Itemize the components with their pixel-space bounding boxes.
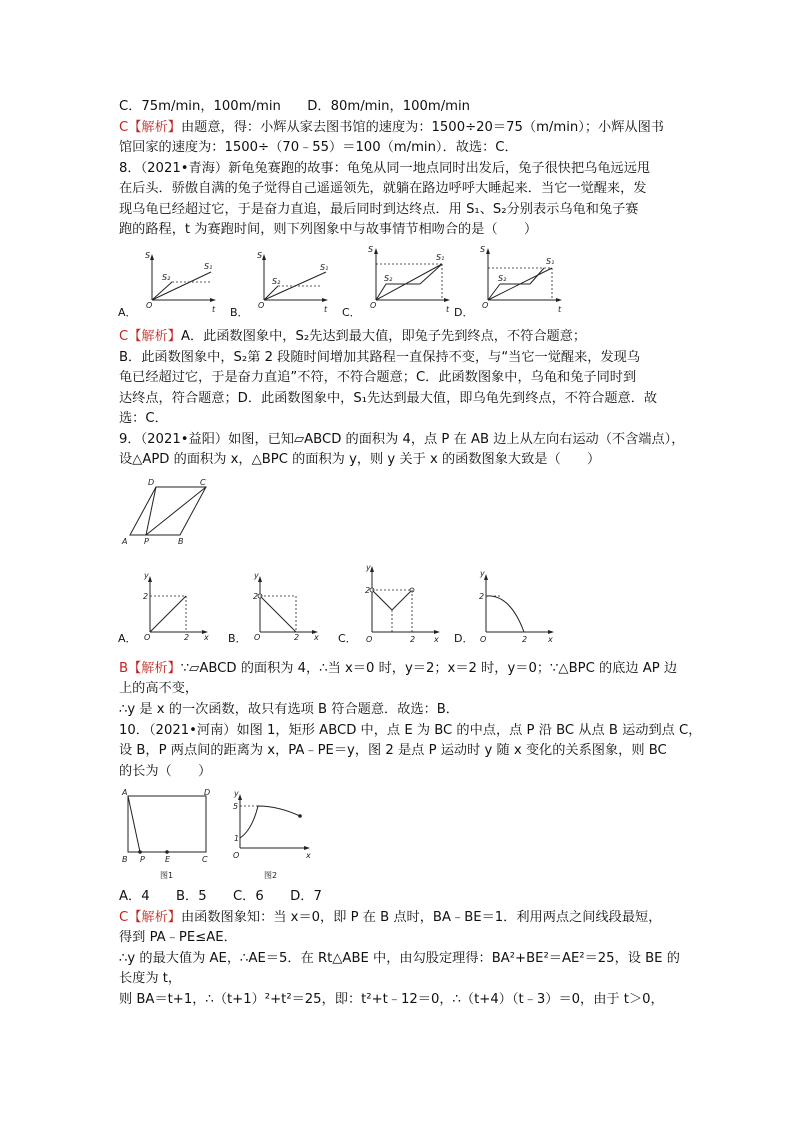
origin-label: O (258, 301, 265, 310)
point-p-label: P (144, 537, 149, 546)
axis-s-label: S (368, 245, 374, 254)
q10-stem-line-3: 的长为（ ） (119, 764, 212, 779)
point-b-label: B (122, 855, 128, 864)
arrow-icon (548, 630, 554, 634)
q8-stem-line-2: 在后头．骄傲自满的兔子觉得自己遥遥领先，就躺在路边呼呼大睡起来．当它一觉醒来，发 (119, 181, 647, 196)
tick-y-2: 2 (365, 586, 371, 595)
point-a-label: A (122, 788, 128, 797)
s2-label: S₂ (162, 273, 171, 282)
arrow-icon (150, 254, 154, 260)
arrow-icon (262, 254, 266, 260)
analysis-text: 由题意，得：小辉从家去图书馆的速度为：1500÷20＝75（m/min）；小辉从图书 (180, 120, 664, 135)
s2-chase (530, 268, 544, 284)
tick-y-2: 2 (143, 592, 149, 601)
q9-analysis-line-1 (119, 660, 677, 678)
tick-y-5: 5 (233, 802, 239, 811)
s1-label: S₁ (546, 257, 555, 266)
axis-s-label: S (145, 251, 151, 260)
point-e (165, 850, 169, 854)
point-p-label: P (140, 855, 145, 864)
arrow-icon (374, 248, 378, 254)
q8-analysis-line-2: B．此函数图象中，S₂第 2 段随时间增加其路程一直保持不变，与“当它一觉醒来，发现乌 (119, 350, 641, 365)
parallelogram-abcd (130, 487, 206, 535)
tick-x-2: 2 (522, 635, 528, 644)
q10-options: A．4 B．5 C．6 D．7 (119, 889, 322, 904)
s2-line (152, 282, 172, 300)
axis-x-label: x (306, 851, 311, 860)
q9-stem-line-2: 设△APD 的面积为 x，△BPC 的面积为 y，则 y 关于 x 的函数图象大致是（ ） (119, 452, 601, 467)
axis-y-label: y (144, 571, 149, 580)
graph-line (372, 590, 392, 610)
tick-y-2: 2 (253, 592, 259, 601)
tick-y-2: 2 (479, 592, 485, 601)
q10-stem-line-1: 10．（2021•河南）如图 1，矩形 ABCD 中，点 E 为 BC 的中点，点 P 沿 BC 从点 B 运动到点 C， (119, 723, 702, 738)
answer-tag: C【解析】 (119, 120, 181, 135)
q9-graph-b (228, 571, 319, 645)
q8-stem-line-3: 现乌龟已经超过它，于是奋力直追，最后同时到达终点．用 S₁、S₂分别表示乌龟和兔子赛 (119, 202, 639, 217)
point-b-label: B (178, 537, 184, 546)
arrow-icon (486, 248, 490, 254)
arrow-icon (434, 630, 440, 634)
axis-s-label: S (257, 251, 263, 260)
option-label: C． (338, 632, 357, 645)
origin-label: O (482, 301, 489, 310)
q9-option-graphs (116, 562, 566, 646)
origin-label: O (233, 851, 240, 860)
arrow-icon (556, 298, 562, 302)
q9-analysis-line-2: 上的高不变， (119, 681, 199, 696)
q10-analysis-line-5: 则 BA＝t+1，∴（t+1）²+t²＝25，即：t²+t﹣12＝0，∴（t+4）（t﹣3）＝0，由于 t＞0， (119, 992, 664, 1007)
option-label: D． (454, 306, 474, 319)
axis-t-label: t (558, 305, 562, 314)
q7-options-cd: C．75m/min，100m/min D．80m/min，100m/min (119, 99, 471, 114)
origin-label: O (480, 635, 487, 644)
q10-figures (118, 786, 318, 882)
q8-analysis-line-3: 龟已经超过它，于是奋力直追”不符，不符合题意；C．此函数图象中，乌龟和兔子同时到 (119, 370, 637, 385)
figure-2-caption: 图2 (264, 871, 278, 880)
option-label: B． (228, 632, 247, 645)
tick-x-2: 2 (410, 635, 416, 644)
q10-figure-1-rectangle (121, 788, 210, 880)
axis-y-label: y (254, 571, 259, 580)
point-d-label: D (148, 478, 155, 487)
q8-graph-d (454, 245, 562, 319)
q9-analysis-line-3: ∴y 是 x 的一次函数，故只有选项 B 符合题意．故选：B． (119, 702, 459, 717)
option-label: A． (118, 632, 137, 645)
q9-graph-d (454, 569, 554, 645)
option-label: C． (342, 306, 361, 319)
axis-y-label: y (234, 789, 239, 798)
s2-label: S₂ (498, 274, 507, 283)
axis-y-label: y (366, 563, 371, 572)
q8-graph-b (230, 251, 328, 319)
answer-tag: B【解析】 (119, 661, 181, 676)
q8-option-graphs (116, 244, 566, 324)
s2-label: S₂ (272, 277, 281, 286)
axis-t-label: t (446, 305, 450, 314)
s1-line (152, 272, 211, 300)
q8-analysis-line-5: 选：C． (119, 411, 168, 426)
origin-label: O (370, 301, 377, 310)
point-a-label: A (122, 537, 128, 546)
origin-label: O (366, 635, 373, 644)
q7-analysis-line-2: 馆回家的速度为：1500÷（70﹣55）＝100（m/min）．故选：C． (119, 140, 518, 155)
s2-line (488, 284, 500, 300)
analysis-text: ∵▱ABCD 的面积为 4，∴当 x＝0 时，y＝2；x＝2 时，y＝0；∵△BPC 的底边 AP 边 (180, 661, 678, 676)
q9-graph-a (118, 571, 209, 645)
origin-label: O (254, 633, 261, 642)
tick-x-2: 2 (184, 633, 190, 642)
q10-analysis-line-1 (119, 909, 661, 927)
option-label: B． (230, 306, 249, 319)
axis-t-label: t (324, 305, 328, 314)
axis-t-label: t (212, 305, 216, 314)
point-c-label: C (200, 478, 206, 487)
point-d-label: D (204, 788, 211, 797)
q8-graph-a (118, 251, 216, 319)
q10-analysis-line-4: 长度为 t， (119, 971, 182, 986)
segment-pa (128, 796, 140, 852)
point-p (138, 850, 142, 854)
arrow-icon (210, 298, 216, 302)
axis-x-label: x (548, 635, 553, 644)
s1-label: S₁ (436, 253, 445, 262)
origin-label: O (146, 301, 153, 310)
point-c-label: C (202, 855, 208, 864)
s1-label: S₁ (204, 262, 213, 271)
option-label: A． (118, 306, 137, 319)
axis-x-label: x (204, 633, 209, 642)
axis-x-label: x (434, 635, 439, 644)
point-e-label: E (165, 855, 171, 864)
q8-graph-c (342, 245, 450, 319)
q8-stem-line-4: 跑的路程，t 为赛跑时间，则下列图象中与故事情节相吻合的是（ ） (119, 222, 538, 237)
q8-analysis-line-4: 达终点，符合题意；D．此函数图象中，S₁先达到最大值，即乌龟先到终点，不符合题意．故 (119, 391, 658, 406)
q10-analysis-line-3: ∴y 的最大值为 AE，∴AE＝5．在 Rt△ABE 中，由勾股定理得：BA²+BE²＝AE²＝25，设 BE 的 (119, 951, 680, 966)
q9-stem-line-1: 9．（2021•益阳）如图，已知▱ABCD 的面积为 4，点 P 在 AB 边上从左向右运动（不含端点）， (119, 432, 685, 447)
option-label: D． (454, 632, 474, 645)
axis-s-label: S (480, 245, 486, 254)
answer-tag: C【解析】 (119, 329, 181, 344)
origin-label: O (144, 633, 151, 642)
graph-line (392, 590, 412, 610)
graph-curve (240, 806, 300, 838)
s2-label: S₂ (384, 274, 393, 283)
arrow-icon (444, 298, 450, 302)
s1-label: S₁ (320, 263, 329, 272)
q10-stem-line-2: 设 B，P 两点间的距离为 x，PA﹣PE＝y，图 2 是点 P 运动时 y 随 x 变化的关系图象，则 BC (119, 743, 667, 758)
q10-analysis-line-2: 得到 PA﹣PE≤AE． (119, 930, 237, 945)
analysis-text: A．此函数图象中，S₂先达到最大值，即兔子先到终点，不符合题意； (180, 329, 587, 344)
q8-stem-line-1: 8．（2021•青海）新龟兔赛跑的故事：龟兔从同一地点同时出发后，兔子很快把乌龟远远甩 (119, 161, 651, 176)
q8-analysis-line-1 (119, 328, 586, 346)
analysis-text: 由函数图象知：当 x＝0，即 P 在 B 点时，BA﹣BE＝1．利用两点之间线段最短， (180, 910, 662, 925)
end-point (298, 814, 302, 818)
tick-y-1: 1 (234, 834, 240, 843)
graph-curve (486, 596, 524, 632)
axis-y-label: y (480, 569, 485, 578)
arrow-icon (304, 846, 310, 850)
q9-graph-c (338, 563, 440, 645)
q9-parallelogram-figure (118, 477, 218, 547)
graph-line (260, 596, 296, 632)
s2-line (264, 286, 278, 300)
tick-x-2: 2 (294, 633, 300, 642)
q10-figure-2-graph (233, 789, 311, 880)
rectangle-abcd (128, 796, 206, 852)
graph-line (150, 596, 186, 632)
axis-x-label: x (314, 633, 319, 642)
arrow-icon (322, 298, 328, 302)
answer-tag: C【解析】 (119, 910, 181, 925)
q7-analysis-line-1 (119, 119, 664, 137)
figure-1-caption: 图1 (160, 871, 174, 880)
